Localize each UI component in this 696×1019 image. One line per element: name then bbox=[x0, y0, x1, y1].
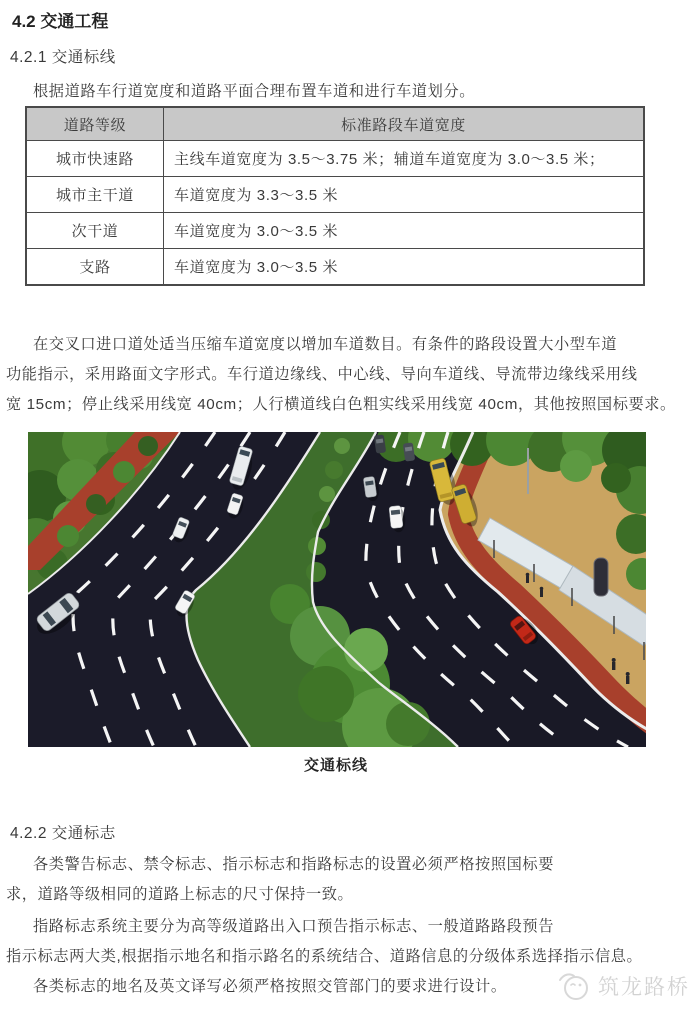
paragraph-line: 各类警告标志、禁令标志、指示标志和指路标志的设置必须严格按照国标要 bbox=[33, 856, 554, 873]
table-cell-road-class: 支路 bbox=[26, 249, 164, 286]
zhulong-logo-icon bbox=[556, 968, 592, 1004]
paragraph-line: 宽 15cm；停止线采用线宽 40cm；人行横道线白色粗实线采用线宽 40cm，其他按照国标要求。 bbox=[6, 396, 676, 413]
table-cell-lane-width: 车道宽度为 3.0～3.5 米 bbox=[164, 249, 645, 286]
lane-width-table bbox=[25, 106, 645, 286]
paragraph-line: 求，道路等级相同的道路上标志的尺寸保持一致。 bbox=[6, 886, 354, 903]
intro-paragraph: 根据道路车行道宽度和道路平面合理布置车道和进行车道划分。 bbox=[33, 83, 476, 100]
figure-caption: 交通标线 bbox=[303, 757, 368, 774]
table-header-lane-width: 标准路段车道宽度 bbox=[164, 107, 645, 141]
table-cell-lane-width: 车道宽度为 3.3～3.5 米 bbox=[164, 177, 645, 213]
table-cell-road-class: 城市主干道 bbox=[26, 177, 164, 213]
document-page bbox=[0, 12, 696, 1019]
paragraph-line: 功能指示，采用路面文字形式。车行道边缘线、中心线、导向车道线、导流带边缘线采用线 bbox=[6, 366, 638, 383]
table-cell-road-class: 城市快速路 bbox=[26, 141, 164, 177]
table-cell-road-class: 次干道 bbox=[26, 213, 164, 249]
paragraph-line: 指示标志两大类,根据指示地名和指示路名的系统结合、道路信息的分级体系选择指示信息。 bbox=[6, 948, 643, 965]
table-header-row bbox=[26, 107, 644, 141]
closing-paragraph: 各类标志的地名及英文译写必须严格按照交管部门的要求进行设计。 bbox=[33, 978, 507, 995]
table-row bbox=[26, 177, 644, 213]
watermark-text: 筑龙路桥 bbox=[598, 976, 690, 999]
table-row bbox=[26, 213, 644, 249]
subsection-heading-422: 4.2.2 交通标志 bbox=[10, 825, 116, 842]
road-scene-illustration bbox=[28, 432, 646, 747]
table-row bbox=[26, 249, 644, 286]
watermark bbox=[556, 968, 690, 1004]
section-heading: 4.2 交通工程 bbox=[12, 12, 109, 31]
station-sign bbox=[594, 558, 608, 596]
subsection-heading-421: 4.2.1 交通标线 bbox=[10, 49, 116, 66]
paragraph-line: 指路标志系统主要分为高等级道路出入口预告指示标志、一般道路路段预告 bbox=[33, 918, 554, 935]
paragraph-line: 在交叉口进口道处适当压缩车道宽度以增加车道数目。有条件的路段设置大小型车道 bbox=[33, 336, 618, 353]
body-paragraph bbox=[6, 912, 696, 972]
table-cell-lane-width: 车道宽度为 3.0～3.5 米 bbox=[164, 213, 645, 249]
table-header-road-class: 道路等级 bbox=[26, 107, 164, 141]
road-markings-photo bbox=[28, 432, 646, 747]
body-paragraph bbox=[6, 330, 696, 420]
body-paragraph bbox=[6, 850, 696, 910]
table-cell-lane-width: 主线车道宽度为 3.5～3.75 米；辅道车道宽度为 3.0～3.5 米； bbox=[164, 141, 645, 177]
table-row bbox=[26, 141, 644, 177]
